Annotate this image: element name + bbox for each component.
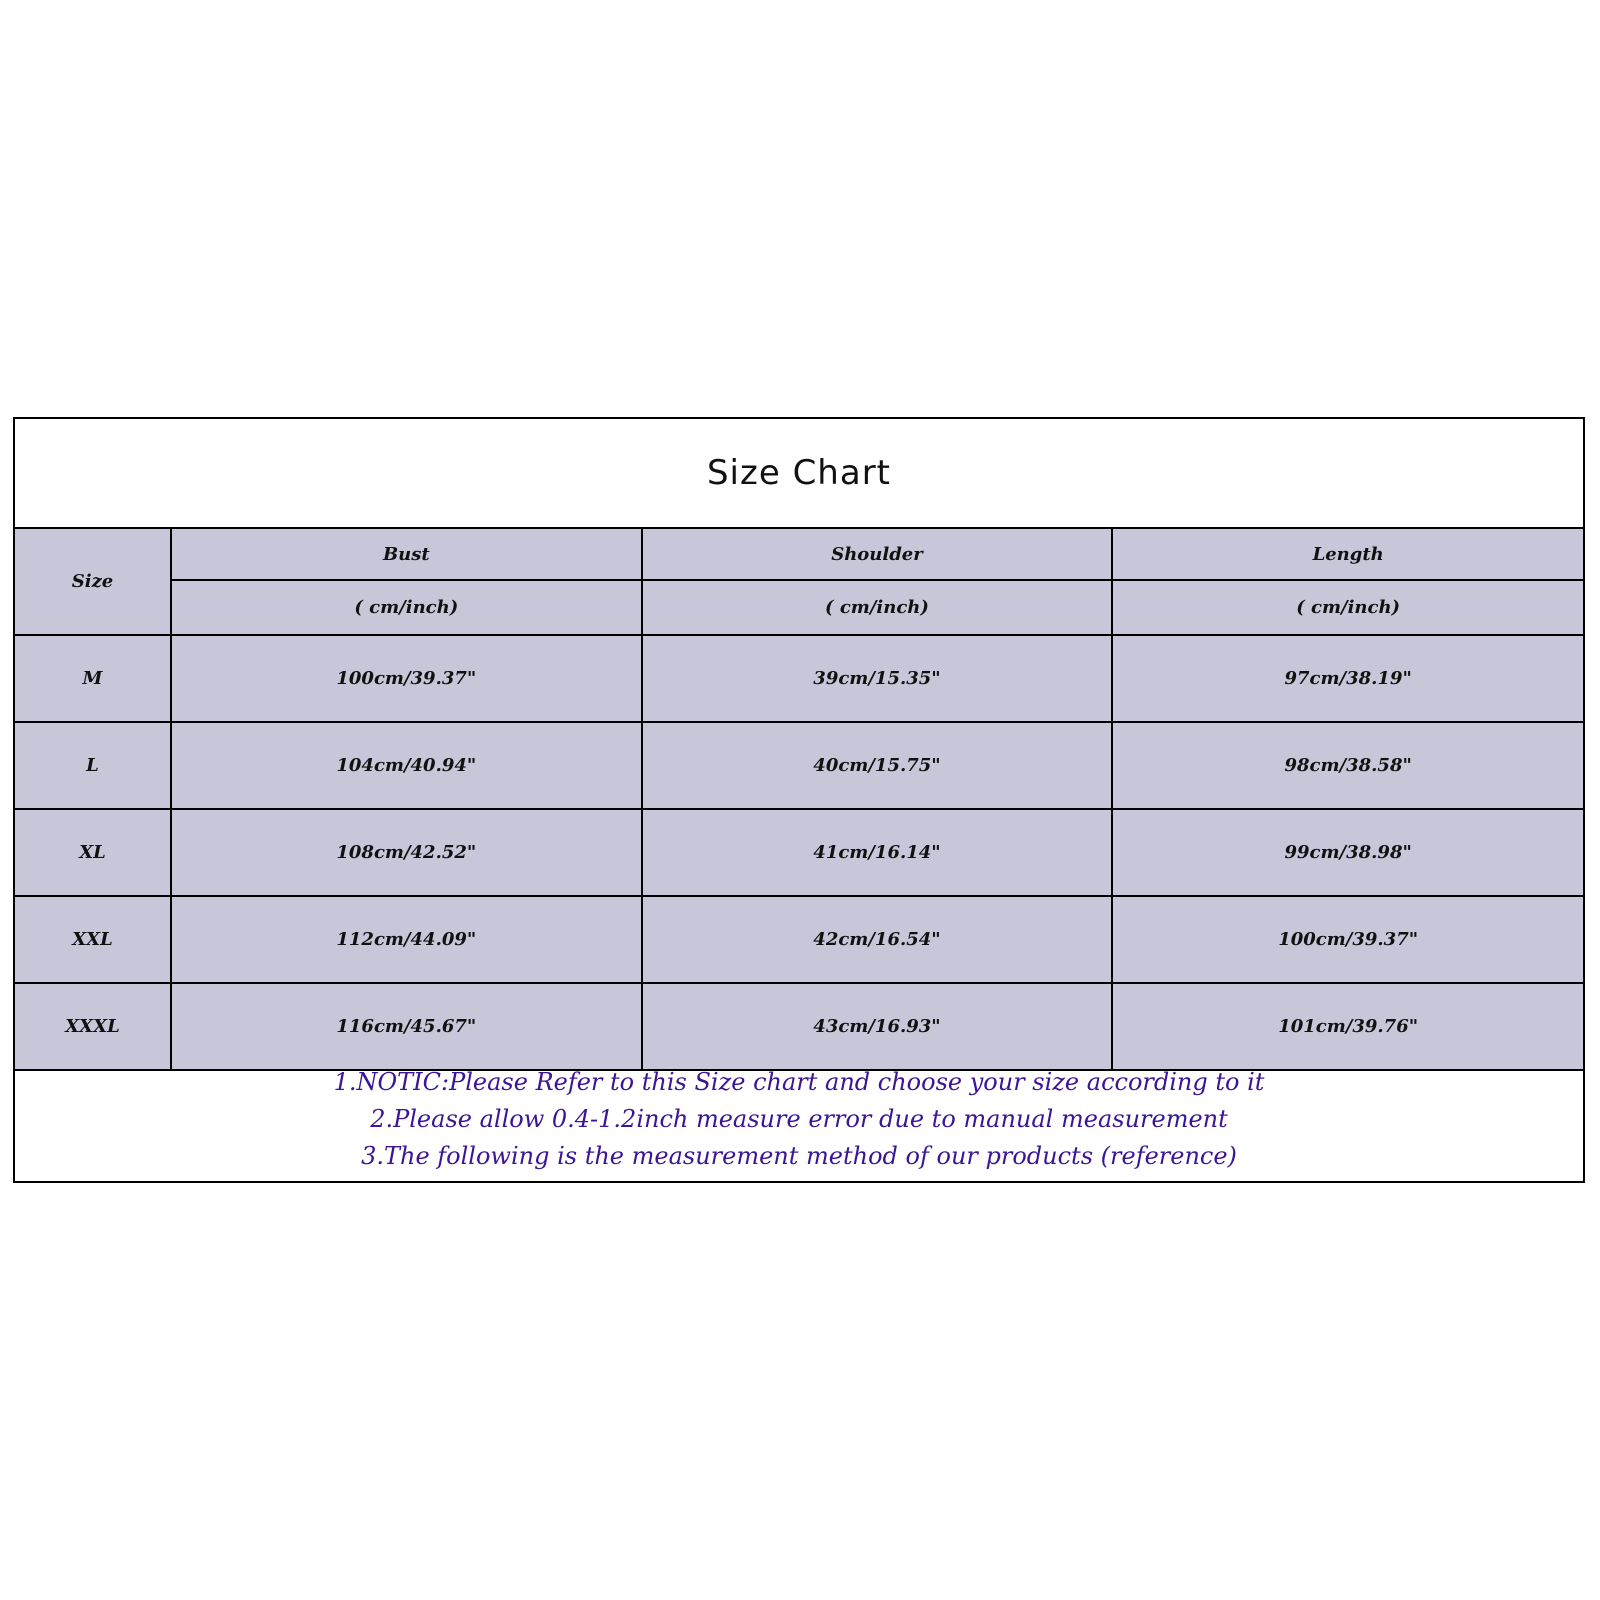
- table-row: [15, 983, 1583, 1070]
- bust-cell: 104cm/40.94": [171, 722, 642, 809]
- note-line: 3.The following is the measurement method of our products (reference): [361, 1142, 1237, 1170]
- bust-cell: 116cm/45.67": [171, 983, 642, 1070]
- table-row: [15, 896, 1583, 983]
- shoulder-cell: 41cm/16.14": [642, 809, 1113, 896]
- shoulder-column-header: Shoulder: [642, 528, 1113, 580]
- table-row: [15, 722, 1583, 809]
- length-cell: 97cm/38.19": [1112, 635, 1583, 722]
- table-header-row: [15, 528, 1583, 580]
- size-table: [15, 527, 1583, 1071]
- table-row: [15, 635, 1583, 722]
- size-cell: XXL: [15, 896, 171, 983]
- bust-unit-header: ( cm/inch): [171, 580, 642, 635]
- shoulder-cell: 43cm/16.93": [642, 983, 1113, 1070]
- size-cell: L: [15, 722, 171, 809]
- shoulder-cell: 39cm/15.35": [642, 635, 1113, 722]
- length-unit-header: ( cm/inch): [1112, 580, 1583, 635]
- size-column-header: Size: [15, 528, 171, 635]
- length-cell: 99cm/38.98": [1112, 809, 1583, 896]
- size-cell: M: [15, 635, 171, 722]
- bust-column-header: Bust: [171, 528, 642, 580]
- size-chart: [13, 417, 1585, 1183]
- bust-cell: 112cm/44.09": [171, 896, 642, 983]
- shoulder-cell: 42cm/16.54": [642, 896, 1113, 983]
- chart-title: Size Chart: [706, 453, 892, 493]
- shoulder-unit-header: ( cm/inch): [642, 580, 1113, 635]
- size-cell: XXXL: [15, 983, 171, 1070]
- shoulder-cell: 40cm/15.75": [642, 722, 1113, 809]
- length-cell: 100cm/39.37": [1112, 896, 1583, 983]
- table-row: [15, 809, 1583, 896]
- bust-cell: 100cm/39.37": [171, 635, 642, 722]
- length-cell: 98cm/38.58": [1112, 722, 1583, 809]
- length-cell: 101cm/39.76": [1112, 983, 1583, 1070]
- length-column-header: Length: [1112, 528, 1583, 580]
- size-cell: XL: [15, 809, 171, 896]
- note-line: 2.Please allow 0.4-1.2inch measure error due to manual measurement: [370, 1105, 1228, 1133]
- note-line: 1.NOTIC:Please Refer to this Size chart and choose your size according to it: [333, 1068, 1265, 1096]
- size-notes: [15, 1064, 1583, 1175]
- bust-cell: 108cm/42.52": [171, 809, 642, 896]
- table-unit-row: [15, 580, 1583, 635]
